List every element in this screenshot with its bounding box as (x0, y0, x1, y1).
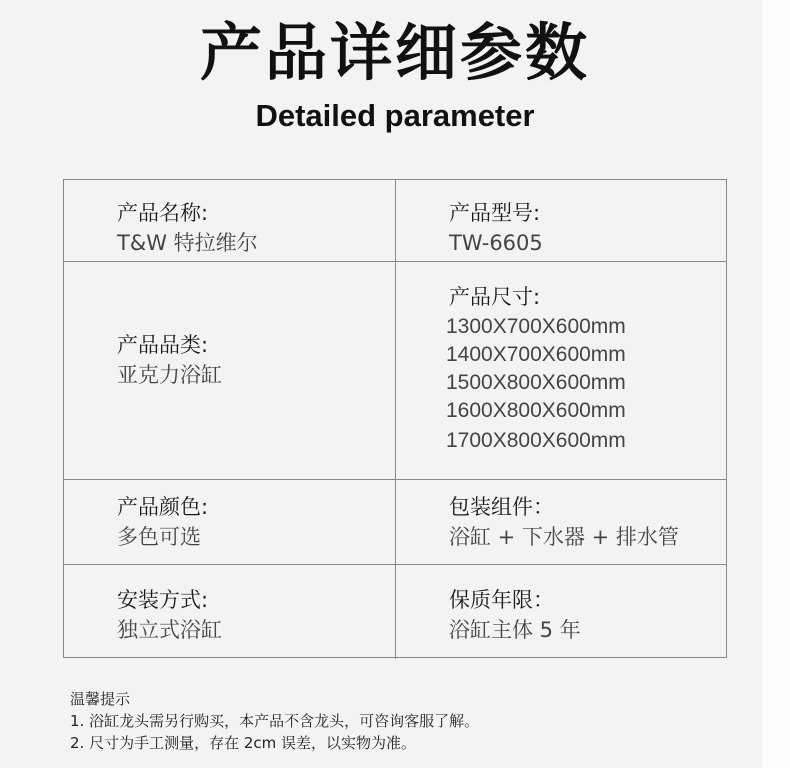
size-option: 1700X800X600mm (446, 429, 626, 452)
note-item: 1. 浴缸龙头需另行购买，本产品不含龙头，可咨询客服了解。 (70, 712, 480, 730)
spec-cell-model (396, 180, 726, 261)
spec-row-color-package (64, 480, 726, 565)
page-subtitle: Detailed parameter (255, 98, 535, 133)
spec-cell-category (64, 262, 396, 479)
spec-cell-warranty (396, 565, 726, 659)
spec-value: 浴缸主体 5 年 (449, 618, 581, 642)
notes-heading: 温馨提示 (70, 690, 131, 708)
spec-label: 包装组件： (449, 495, 554, 519)
spec-value: 浴缸 + 下水器 + 排水管 (449, 525, 679, 549)
spec-label: 产品型号: (449, 201, 541, 225)
spec-label: 产品尺寸: (449, 285, 541, 309)
spec-cell-package (396, 480, 726, 564)
spec-cell-install (64, 565, 396, 659)
spec-cell-color (64, 480, 396, 564)
spec-label: 保质年限： (449, 588, 554, 612)
spec-value: 独立式浴缸 (117, 618, 222, 642)
spec-value: T&W 特拉维尔 (117, 231, 258, 255)
note-item: 2. 尺寸为手工测量，存在 2cm 误差，以实物为准。 (70, 734, 417, 752)
spec-label: 安装方式: (117, 588, 209, 612)
spec-label: 产品品类: (117, 333, 209, 357)
spec-row-name-model (64, 180, 726, 262)
spec-cell-product-name (64, 180, 396, 261)
spec-label: 产品名称: (117, 201, 209, 225)
spec-label: 产品颜色: (117, 495, 209, 519)
spec-value: 亚克力浴缸 (117, 363, 222, 387)
spec-table (63, 179, 727, 658)
spec-cell-size (396, 262, 726, 479)
spec-row-install-warranty (64, 565, 726, 659)
spec-row-category-size (64, 262, 726, 480)
size-option: 1500X800X600mm (446, 371, 626, 394)
size-option: 1300X700X600mm (446, 315, 626, 338)
notes-section (70, 688, 750, 754)
size-option: 1400X700X600mm (446, 343, 626, 366)
spec-value: TW-6605 (449, 231, 543, 255)
page-title: 产品详细参数 (199, 16, 590, 89)
size-option: 1600X800X600mm (446, 399, 626, 422)
spec-value: 多色可选 (117, 525, 201, 549)
